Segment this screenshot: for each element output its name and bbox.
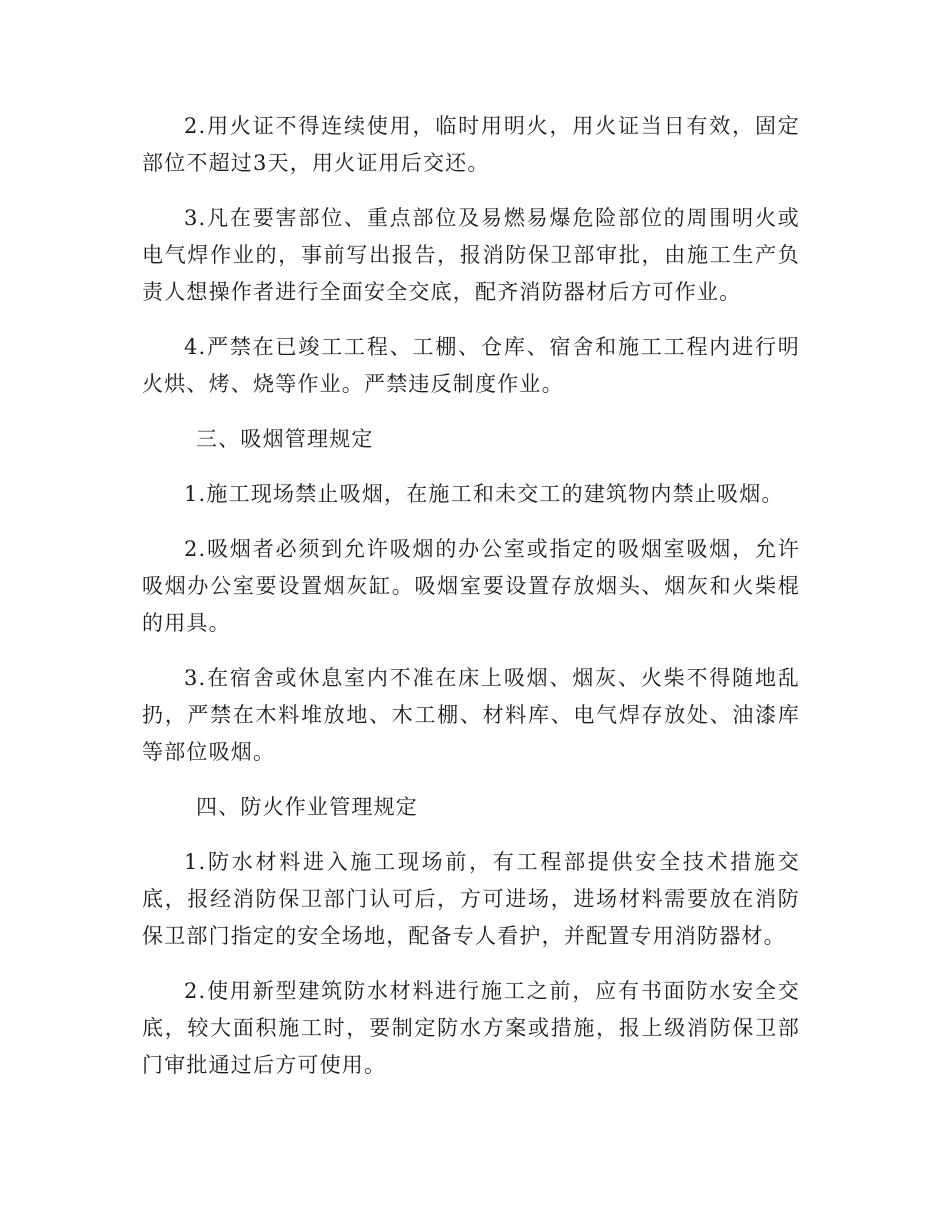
paragraph-open-flame-ban: 4.严禁在已竣工工程、工棚、仓库、宿舍和施工工程内进行明火烘、烤、烧等作业。严禁违反制度作业。: [142, 335, 800, 396]
paragraph-new-waterproof-material: 2.使用新型建筑防水材料进行施工之前，应有书面防水安全交底，较大面积施工时，要制定防水方案或措施，报上级消防保卫部门审批通过后方可使用。: [142, 979, 800, 1077]
paragraph-waterproof-material-entry: 1.防水材料进入施工现场前，有工程部提供安全技术措施交底，报经消防保卫部门认可后，方可进场，进场材料需要放在消防保卫部门指定的安全场地，配备专人看护，并配置专用消防器材。: [142, 850, 800, 948]
paragraph-dormitory-smoking-ban: 3.在宿舍或休息室内不准在床上吸烟、烟灰、火柴不得随地乱扔，严禁在木料堆放地、木工棚、材料库、电气焊存放处、油漆库等部位吸烟。: [142, 666, 800, 764]
section-heading-fire-work: 四、防火作业管理规定: [196, 795, 418, 819]
paragraph-site-no-smoking: 1.施工现场禁止吸烟，在施工和未交工的建筑物内禁止吸烟。: [184, 482, 784, 506]
paragraph-designated-smoking-room: 2.吸烟者必须到允许吸烟的办公室或指定的吸烟室吸烟，允许吸烟办公室要设置烟灰缸。吸烟室要设置存放烟头、烟灰和火柴棍的用具。: [142, 537, 800, 635]
paragraph-fire-permit-usage: 2.用火证不得连续使用，临时用明火，用火证当日有效，固定部位不超过3天，用火证用后交还。: [142, 114, 800, 175]
paragraph-critical-area-welding: 3.凡在要害部位、重点部位及易燃易爆危险部位的周围明火或电气焊作业的，事前写出报告，报消防保卫部审批，由施工生产负责人想操作者进行全面安全交底，配齐消防器材后方可作业。: [142, 206, 800, 304]
section-heading-smoking: 三、吸烟管理规定: [196, 427, 374, 451]
